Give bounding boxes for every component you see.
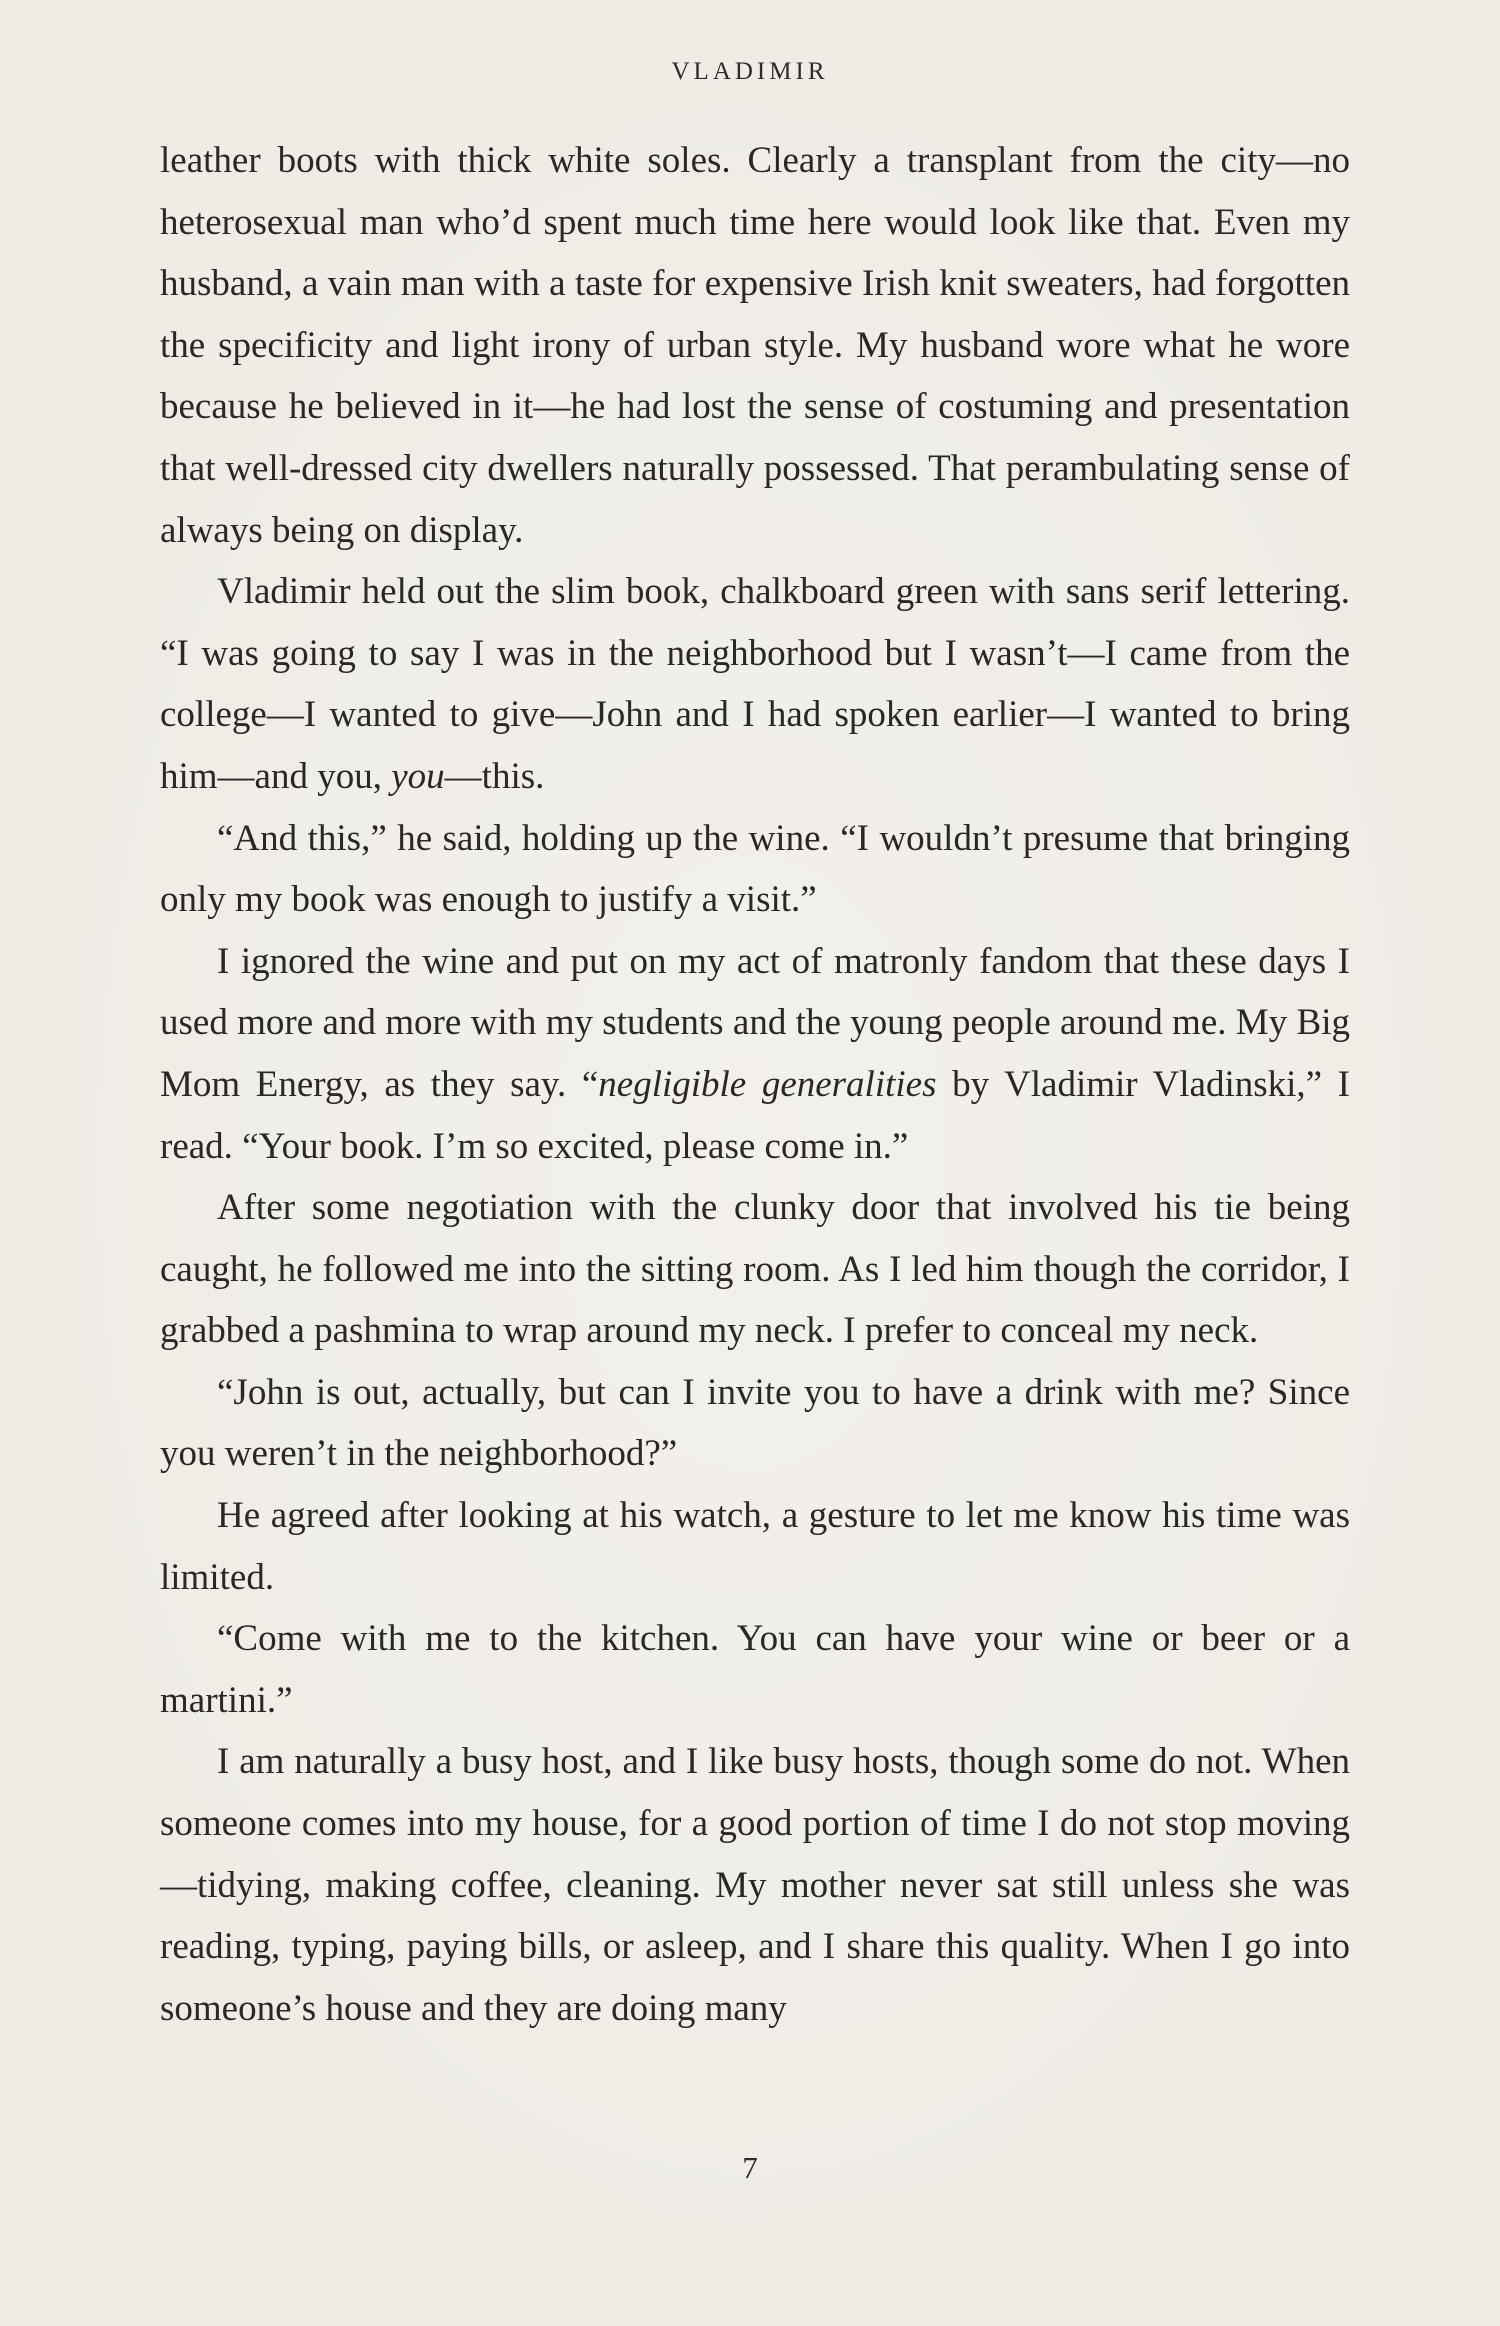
paragraph-text: by Vladimir Vladinski,” I read. “Your book. I’m so excited, please come in.” <box>160 1063 1350 1167</box>
paragraph-text: Vladimir held out the slim book, chalkboard green with sans serif lettering. “I was going to say I was in the neighborhood but I wasn’t—I came from the college—I wanted to give—John and I had spoken earlier—I wanted to bring him—and you, <box>160 571 1350 797</box>
paragraph-text: “John is out, actually, but can I invite you to have a drink with me? Since you weren’t in the neighborhood?” <box>160 1371 1350 1475</box>
paragraph-text: leather boots with thick white soles. Clearly a transplant from the city—no heterosexual man who’d spent much time here would look like that. Even my husband, a vain man with a taste for expensive Irish knit sweaters, had forgotten the specificity and light irony of urban style. My husband wore what he wore because he believed in it—he had lost the sense of costuming and presentation that well-dressed city dwellers naturally possessed. That perambulating sense of always being on display. <box>160 140 1350 551</box>
paragraph-text: After some negotiation with the clunky door that involved his tie being caught, he followed me into the sitting room. As I led him though the corridor, I grabbed a pashmina to wrap around my neck. I prefer to conceal my neck. <box>160 1187 1350 1352</box>
page-number: 7 <box>742 2150 758 2185</box>
paragraph-text: He agreed after looking at his watch, a gesture to let me know his time was limited. <box>160 1495 1350 1598</box>
paragraph-text: “And this,” he said, holding up the wine. “I wouldn’t presume that bringing only my book was enough to justify a visit.” <box>160 817 1350 921</box>
paragraph <box>160 1485 1350 1608</box>
paragraph-text: I am naturally a busy host, and I like busy hosts, though some do not. When someone comes into my house, for a good portion of time I do not stop moving—tidying, making coffee, cleaning. My mother never sat still unless she was reading, typing, paying bills, or asleep, and I share this quality. When I go into someone’s house and they are doing many <box>160 1741 1350 2029</box>
paragraph <box>160 931 1350 1177</box>
paragraph <box>160 1362 1350 1485</box>
paragraph <box>160 808 1350 931</box>
paragraph <box>160 130 1350 561</box>
paragraph <box>160 1731 1350 2039</box>
italic-text: negligible generalities <box>598 1063 937 1105</box>
paragraph-text: —this. <box>444 755 545 797</box>
paragraph <box>160 1608 1350 1731</box>
paragraph-text: “Come with me to the kitchen. You can have your wine or beer or a martini.” <box>160 1618 1350 1721</box>
italic-text: you <box>391 755 445 797</box>
running-head: VLADIMIR <box>671 58 829 85</box>
body-text <box>160 130 1350 2039</box>
paragraph <box>160 561 1350 807</box>
paragraph <box>160 1177 1350 1362</box>
paragraph-text: I ignored the wine and put on my act of matronly fandom that these days I used more and more with my students and the young people around me. My Big Mom Energy, as they say. “ <box>160 940 1350 1105</box>
